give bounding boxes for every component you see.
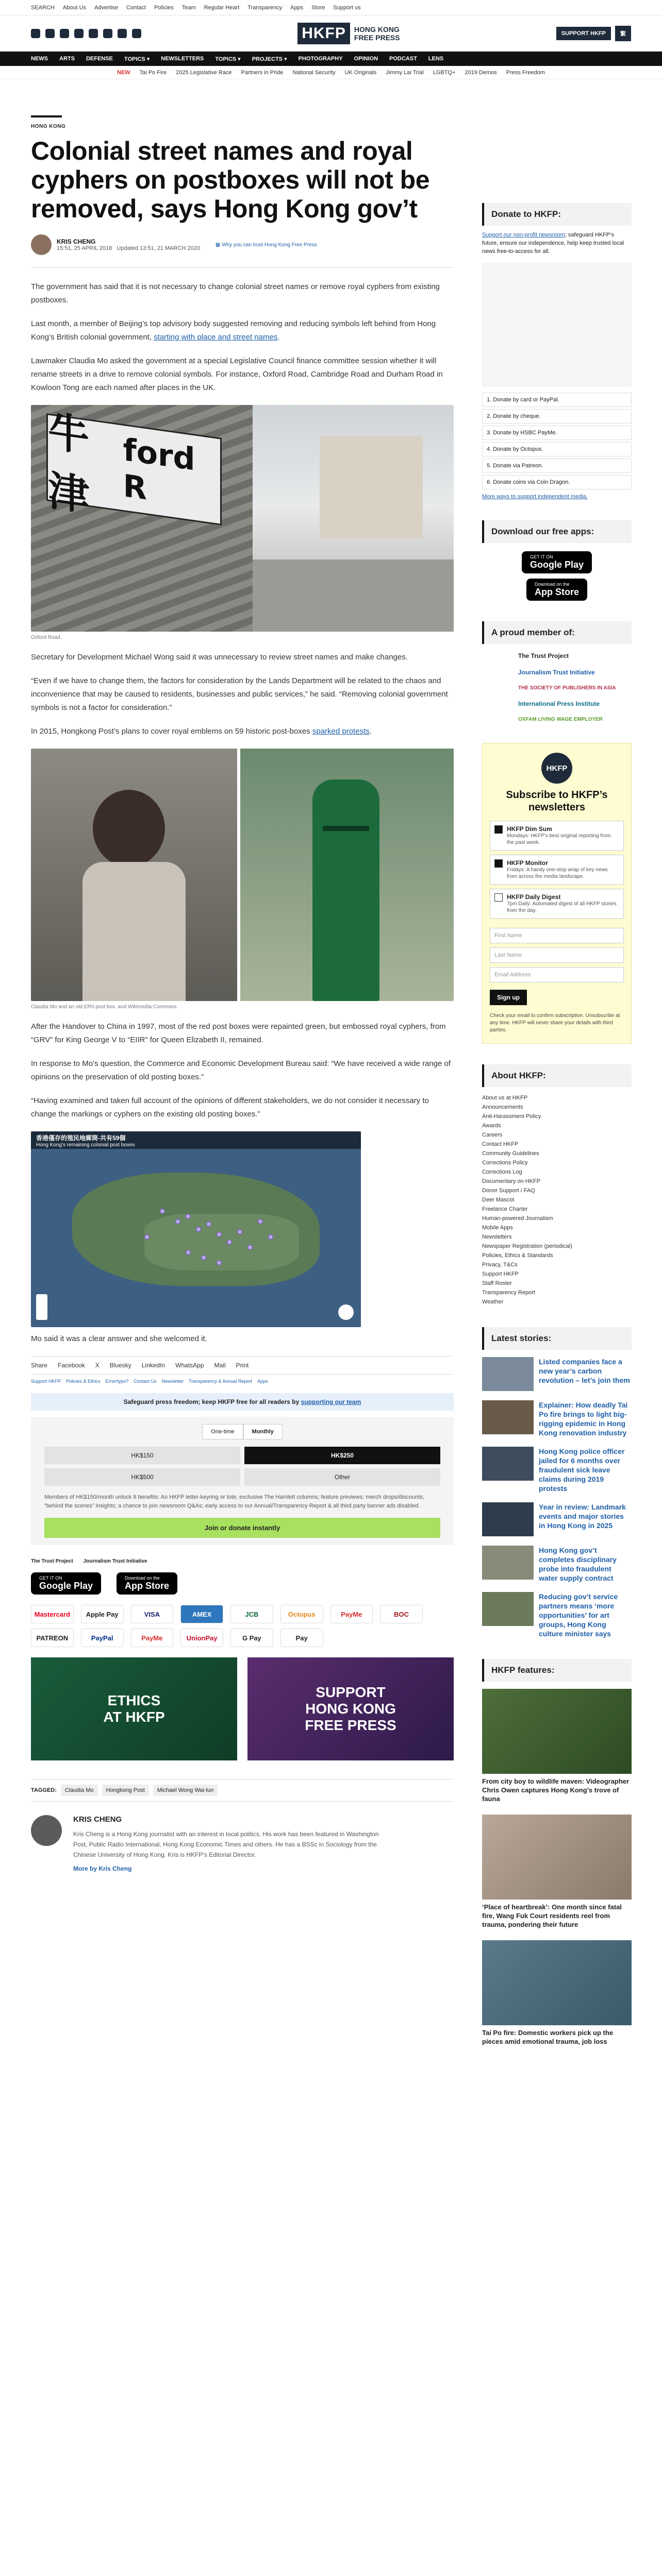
one-time-toggle[interactable]: One-time xyxy=(202,1424,243,1439)
nav-item[interactable]: TOPICS ▾ xyxy=(124,56,150,62)
story-thumbnail[interactable] xyxy=(482,1592,534,1626)
jcb-icon: JCB xyxy=(230,1605,273,1623)
about-list xyxy=(482,1093,632,1307)
x-icon[interactable] xyxy=(45,29,55,38)
paragraph: In 2015, Hongkong Post’s plans to cover royal emblems on 59 historic post-boxes sparked protests. xyxy=(31,727,372,736)
author-avatar[interactable] xyxy=(31,234,52,255)
small-link[interactable]: Apps xyxy=(257,1379,268,1384)
donate-option[interactable]: 6. Donate coins via Coin Dragon. xyxy=(482,475,632,489)
amount-option-selected[interactable]: HK$250 xyxy=(244,1447,440,1464)
about-link[interactable]: Support HKFP xyxy=(482,1271,519,1277)
about-link[interactable]: Human-powered Journalism xyxy=(482,1215,553,1222)
topbar-link[interactable]: Apps xyxy=(290,4,304,11)
app-store-button[interactable]: Download on the App Store xyxy=(117,1572,177,1595)
story-thumbnail[interactable] xyxy=(482,1357,534,1391)
latest-story[interactable]: Year in review: Landmark events and major stories in Hong Kong in 2025 xyxy=(482,1502,632,1536)
donate-option[interactable]: 5. Donate via Patreon. xyxy=(482,459,632,473)
small-link[interactable]: Error/typo? xyxy=(105,1379,129,1384)
newsletter-title: Subscribe to HKFP’s newsletters xyxy=(506,789,608,813)
topbar-link[interactable]: Support us xyxy=(333,4,361,11)
postbox-map-embed[interactable] xyxy=(31,1131,361,1327)
trending-link[interactable]: Tai Po Fire xyxy=(139,69,167,76)
street-sign: 牛津 ford R xyxy=(46,413,222,526)
about-link[interactable]: Mobile Apps xyxy=(482,1225,513,1231)
donate-option[interactable]: 4. Donate by Octopus. xyxy=(482,442,632,456)
site-logo[interactable] xyxy=(297,23,400,44)
gpay-icon: G Pay xyxy=(230,1629,273,1647)
site-header xyxy=(0,15,662,52)
newsletter-option[interactable]: HKFP Dim Sum Mondays: HKFP's best original reporting from the past week. xyxy=(490,821,624,851)
latest-story[interactable]: Listed companies face a new year’s carbon revolution – let’s join them xyxy=(482,1357,632,1391)
topbar-link[interactable]: Policies xyxy=(154,4,174,11)
topbar-search[interactable]: SEARCH xyxy=(31,4,55,11)
nav-item[interactable]: LENS xyxy=(428,56,444,62)
updated-date: Updated 13:51, 21 MARCH 2020 xyxy=(117,245,200,251)
donate-option[interactable]: 1. Donate by card or PayPal. xyxy=(482,393,632,407)
topbar-link[interactable]: Contact xyxy=(126,4,146,11)
member-logo[interactable]: Journalism Trust Initiative xyxy=(518,669,595,676)
checkbox[interactable] xyxy=(494,859,503,868)
support-banner: Safeguard press freedom; keep HKFP free for all readers by supporting our team xyxy=(31,1393,454,1411)
trending-link[interactable]: LGBTQ+ xyxy=(433,69,456,76)
about-link[interactable]: Documentary on HKFP xyxy=(482,1178,541,1184)
features-heading: HKFP features: xyxy=(482,1659,632,1682)
octopus-icon: Octopus xyxy=(280,1605,323,1623)
donation-widget xyxy=(31,1417,454,1545)
nav-item[interactable]: NEWS xyxy=(31,56,48,62)
about-link[interactable]: Corrections Log xyxy=(482,1169,522,1175)
trending-link[interactable]: National Security xyxy=(292,69,336,76)
topbar-link[interactable]: Advertise xyxy=(94,4,118,11)
visa-icon: VISA xyxy=(131,1605,174,1623)
more-ways-link[interactable]: More ways to support independent media. xyxy=(482,494,588,500)
donate-image xyxy=(482,263,632,386)
bluesky-icon[interactable] xyxy=(132,29,141,38)
about-link[interactable]: Deer Mascot xyxy=(482,1197,515,1203)
feature-image[interactable] xyxy=(482,1815,632,1900)
latest-story[interactable]: Reducing gov’t service partners means ‘more opportunities’ for art groups, Hong Kong culture minister says xyxy=(482,1592,632,1638)
nav-item[interactable]: NEWSLETTERS xyxy=(161,56,204,62)
payme-icon: PayMe xyxy=(330,1605,373,1623)
newsletter-signup xyxy=(482,743,632,1044)
author-box xyxy=(31,1815,454,1872)
payme-icon: PayMe xyxy=(131,1629,174,1647)
about-link[interactable]: Awards xyxy=(482,1123,501,1129)
logo-mark: HKFP xyxy=(297,23,350,44)
feature-story[interactable]: From city boy to wildlife maven: Videographer Chris Owen captures Hong Kong’s trove of fauna xyxy=(482,1689,632,1803)
story-thumbnail[interactable] xyxy=(482,1447,534,1481)
byline xyxy=(31,234,454,255)
jti-badge: Journalism Trust Initiative xyxy=(83,1558,147,1564)
mastercard-icon: Mastercard xyxy=(31,1605,74,1623)
last-name-input[interactable]: Last Name xyxy=(490,947,624,963)
story-thumbnail[interactable] xyxy=(482,1400,534,1434)
nav-item[interactable]: PHOTOGRAPHY xyxy=(298,56,343,62)
trending-link[interactable]: UK Originals xyxy=(344,69,377,76)
boc-icon: BOC xyxy=(380,1605,423,1623)
trending-link[interactable]: Partners in Pride xyxy=(241,69,284,76)
trust-project-badge: The Trust Project xyxy=(31,1558,73,1564)
paragraph: The government has said that it is not necessary to change colonial street names or remove royal cyphers from existing postboxes. xyxy=(31,282,440,304)
newsletter-note: Check your email to confirm subscription. Unsubscribe at any time. HKFP will never share your details with third parties. xyxy=(490,1013,620,1033)
share-label: Share xyxy=(31,1362,48,1369)
about-link[interactable]: Transparency Report xyxy=(482,1290,535,1296)
latest-heading: Latest stories: xyxy=(482,1327,632,1350)
trust-link[interactable]: ▦ Why you can trust Hong Kong Free Press xyxy=(215,242,317,248)
member-logo[interactable]: OXFAM LIVING WAGE EMPLOYER xyxy=(518,717,603,722)
latest-story[interactable]: Hong Kong police officer jailed for 6 months over fraudulent sick leave claims during 2019 protests xyxy=(482,1447,632,1493)
main-nav xyxy=(0,52,662,66)
nav-item[interactable]: PODCAST xyxy=(389,56,417,62)
about-link[interactable]: Corrections Policy xyxy=(482,1160,528,1166)
photo-caption: Oxford Road. xyxy=(31,635,62,640)
patreon-icon: PATREON xyxy=(31,1629,74,1647)
about-link[interactable]: Policies, Ethics & Standards xyxy=(482,1252,553,1259)
monthly-toggle[interactable]: Monthly xyxy=(243,1424,283,1439)
paragraph: “Even if we have to change them, the factors for consideration by the Lands Department will be related to the chaos and inconvenience that may be caused to residents, businesses and public services,” he said. “Removing colonial government symbols is not a factor for consideration.” xyxy=(31,676,448,712)
logo-text: HONG KONG FREE PRESS xyxy=(354,25,400,42)
newsletter-option[interactable]: HKFP Monitor Fridays: A handy one-stop wrap of key news from across the media landscape. xyxy=(490,855,624,885)
trending-nav xyxy=(0,66,662,79)
membership-note: Members of HK$150/month unlock 8 benefits: An HKFP letter-keyring or tote; exclusive The Hamlett columns; feature previews; merch drops/discounts; “behind the scenes” insights; a chance to join newsroom Q&As; early access to our Annual/Transparency Report & all third party banner ads disabled. xyxy=(44,1494,424,1509)
map-subtitle: Hong Kong's remaining colonial post boxes xyxy=(36,1142,135,1148)
support-hkfp-banner[interactable]: SUPPORT HONG KONG FREE PRESS xyxy=(247,1657,454,1760)
donate-options xyxy=(482,393,632,489)
trending-link[interactable]: Press Freedom xyxy=(506,69,545,76)
about-link[interactable]: About us at HKFP xyxy=(482,1095,528,1101)
first-name-input[interactable]: First Name xyxy=(490,928,624,943)
signup-button[interactable]: Sign up xyxy=(490,990,527,1005)
oxford-road-photo xyxy=(31,405,454,632)
feature-story[interactable]: Tai Po fire: Domestic workers pick up the pieces amid emotional trauma, job loss xyxy=(482,1940,632,2046)
author-bio: Kris Cheng is a Hong Kong journalist with an interest in local politics. His work has been featured in Washington Post, Public Radio International, Hong Kong Economic Times and others. He has a BSSc in Sociology from the Chinese University of Hong Kong. Kris is HKFP’s Editorial Director. xyxy=(73,1831,379,1858)
publish-date: 15:51, 25 APRIL 2018 xyxy=(57,245,112,251)
share-bluesky[interactable]: Bluesky xyxy=(109,1362,131,1369)
topbar-link[interactable]: Team xyxy=(181,4,196,11)
member-logo[interactable]: The Trust Project xyxy=(518,652,569,659)
about-link[interactable]: Weather xyxy=(482,1299,504,1305)
donate-heading: Donate to HKFP: xyxy=(482,203,632,226)
amount-option[interactable]: HK$500 xyxy=(44,1468,240,1486)
more-by-author-link[interactable]: More by Kris Cheng xyxy=(73,1865,132,1872)
tags-label: TAGGED: xyxy=(31,1787,57,1793)
small-link[interactable]: Contact Us xyxy=(134,1379,157,1384)
paypal-icon: PayPal xyxy=(81,1629,124,1647)
feature-story[interactable]: ‘Place of heartbreak’: One month since fatal fire, Wang Fuk Court residents reel from trauma, pondering their future xyxy=(482,1815,632,1929)
nav-item[interactable]: PROJECTS ▾ xyxy=(252,56,287,62)
topbar-link[interactable]: About Us xyxy=(62,4,87,11)
applepay-icon: Pay xyxy=(280,1629,323,1647)
about-link[interactable]: Contact HKFP xyxy=(482,1141,519,1147)
paragraph: Lawmaker Claudia Mo asked the government at a special Legislative Council finance committee session whether it will rename streets in a drive to remove colonial symbols. For instance, Oxford Road, Cambridge Road and Durham Road in Kowloon Tong are each named after places in the UK. xyxy=(31,357,443,392)
footer-links xyxy=(31,1379,454,1384)
telegram-icon[interactable] xyxy=(118,29,127,38)
top-utility-bar xyxy=(0,0,662,15)
nav-item[interactable]: ARTS xyxy=(59,56,75,62)
about-link[interactable]: Freelance Charter xyxy=(482,1206,528,1212)
amount-option[interactable]: HK$150 xyxy=(44,1447,240,1464)
latest-story[interactable]: Explainer: How deadly Tai Po fire brings to light big-rigging epidemic in Hong Kong renovation industry xyxy=(482,1400,632,1437)
share-bar xyxy=(31,1356,454,1375)
about-link[interactable]: Anti-Harassment Policy xyxy=(482,1113,541,1120)
share-print[interactable]: Print xyxy=(236,1362,249,1369)
feature-image[interactable] xyxy=(482,1689,632,1774)
support-hkfp-button[interactable]: SUPPORT HKFP xyxy=(556,27,611,40)
about-heading: About HKFP: xyxy=(482,1064,632,1087)
about-link[interactable]: Donor Support / FAQ xyxy=(482,1188,535,1194)
email-input[interactable]: Email Address xyxy=(490,967,624,982)
latest-list xyxy=(482,1357,632,1638)
small-link[interactable]: Policies & Ethics xyxy=(66,1379,101,1384)
fullscreen-icon[interactable] xyxy=(338,1304,354,1320)
tags-bar xyxy=(31,1779,454,1802)
about-link[interactable]: Announcements xyxy=(482,1104,523,1110)
nonprofit-link[interactable]: Support our non-profit newsroom xyxy=(482,232,565,238)
article-category[interactable]: HONG KONG xyxy=(31,124,66,129)
apps-heading: Download our free apps: xyxy=(482,520,632,543)
paragraph: After the Handover to China in 1997, most of the red post boxes were repainted green, but embossed royal cyphers, from “GRV” for King George V to “EIIR” for Queen Elizabeth II, remained. xyxy=(31,1022,446,1044)
photo-caption: Claudia Mo and an old ERII post box. and Wikimedia Commons. xyxy=(31,1004,178,1010)
share-mail[interactable]: Mail xyxy=(214,1362,226,1369)
app-store-button[interactable]: Download on the App Store xyxy=(526,579,587,601)
about-link[interactable]: Privacy, T&Cs xyxy=(482,1262,518,1268)
article-title: Colonial street names and royal cyphers on postboxes will not be removed, says Hong Kong gov’t xyxy=(31,137,430,223)
checkbox[interactable] xyxy=(494,893,503,902)
title-rule xyxy=(31,115,62,117)
claudia-mo-postbox-photo xyxy=(31,749,454,1001)
map-zoom-control[interactable] xyxy=(36,1294,47,1320)
share-whatsapp[interactable]: WhatsApp xyxy=(175,1362,204,1369)
unionpay-icon: UnionPay xyxy=(180,1629,223,1647)
paragraph: Secretary for Development Michael Wong said it was unnecessary to review street names and make changes. xyxy=(31,653,408,662)
paragraph: Last month, a member of Beijing’s top advisory body suggested removing and reducing symbols left behind from Hong Kong’s British colonial government, starting with place and street names. xyxy=(31,319,436,342)
member-heading: A proud member of: xyxy=(482,621,632,644)
paragraph: “Having examined and taken full account of the opinions of different stakeholders, we do not consider it necessary to change the markings or cyphers on the existing old posting boxes.” xyxy=(31,1096,429,1118)
facebook-icon[interactable] xyxy=(31,29,40,38)
tag[interactable]: Claudia Mo xyxy=(61,1785,98,1796)
ethics-banner[interactable]: ETHICS AT HKFP xyxy=(31,1657,237,1760)
donate-option[interactable]: 3. Donate by HSBC PayMe. xyxy=(482,426,632,440)
about-link[interactable]: Staff Roster xyxy=(482,1280,512,1286)
google-play-button[interactable]: GET IT ON Google Play xyxy=(31,1572,101,1595)
threads-icon[interactable] xyxy=(74,29,84,38)
author-photo[interactable] xyxy=(31,1815,62,1846)
new-badge: NEW xyxy=(117,69,130,76)
divider xyxy=(31,267,454,268)
linkedin-icon[interactable] xyxy=(103,29,112,38)
amount-option[interactable]: Other xyxy=(244,1468,440,1486)
member-logo[interactable]: THE SOCIETY OF PUBLISHERS IN ASIA xyxy=(518,685,616,691)
instagram-icon[interactable] xyxy=(60,29,69,38)
applepay-icon: Apple Pay xyxy=(81,1605,124,1623)
share-linkedin[interactable]: LinkedIn xyxy=(141,1362,166,1369)
social-links xyxy=(31,29,141,38)
author-name[interactable]: KRIS CHENG xyxy=(57,238,96,245)
language-button[interactable]: 繁 xyxy=(615,26,631,41)
nav-item[interactable]: OPINION xyxy=(354,56,378,62)
inline-link[interactable]: starting with place and street names xyxy=(154,333,278,342)
about-link[interactable]: Community Guidelines xyxy=(482,1150,539,1157)
inline-link[interactable]: sparked protests xyxy=(312,727,370,736)
trending-link[interactable]: 2019 Demos xyxy=(465,69,497,76)
topbar-link[interactable]: Transparency xyxy=(247,4,283,11)
author-box-name[interactable]: KRIS CHENG xyxy=(73,1815,122,1824)
about-link[interactable]: Careers xyxy=(482,1132,503,1138)
feature-image[interactable] xyxy=(482,1940,632,2025)
tag[interactable]: Michael Wong Wai-lun xyxy=(153,1785,218,1796)
nav-item[interactable]: TOPICS ▾ xyxy=(215,56,241,62)
share-x[interactable]: X xyxy=(95,1362,100,1369)
paragraph: In response to Mo’s question, the Commerce and Economic Development Bureau said: “We have received a wide range of opinions on the preservation of old posting boxes.” xyxy=(31,1059,451,1081)
topbar-link[interactable]: Store xyxy=(311,4,325,11)
about-link[interactable]: Newsletters xyxy=(482,1234,512,1240)
small-link[interactable]: Transparency & Annual Report xyxy=(189,1379,252,1384)
donate-option[interactable]: 2. Donate by cheque. xyxy=(482,409,632,423)
checkbox[interactable] xyxy=(494,825,503,834)
sidebar: Donate to HKFP: Support our non-profit newsroom; safeguard HKFP’s future, ensure our independence, help keep trusted local news free-to-access for all. 1. Donate by card or PayPal. 2. Donate by cheque. 3. Donate by HSBC PayMe. 4. Donate by Octopus. 5. Donate via Patreon. 6. Donate coins via Coin Dragon. More ways to support independent media. Download our free apps: GET IT ON Google Play Download on the App Store A proud member of: The Trust Project Journalism Trust Initiative THE SOCIETY OF PUBLISHERS IN ASIA International Press Institute OXFAM LIVING WAGE EMPLOYER HKFP Subscribe to HKFP’s newsletters HKFP Dim Sum Mondays: HKFP's best original reporting from the past week. HKFP Monitor Fridays: A handy one-stop wrap of key news from across the media landscape. HKFP Daily Digest 7pm Daily: Automated digest of all HKFP stories from the day. First Name Last Name Email Address Sign up Check your email to confirm subscription. Unsubscribe at any time. HKFP will never share your details with third parties. About HKFP: About us at HKFP Announcements Anti-Harassment Policy Awards Careers Contact HKFP Community Guidelines Corrections Policy Corrections Log Documentary on HKFP Donor Support / FAQ Deer Mascot Freelance Charter Human-powered Journalism Mobile Apps Newsletters Newspaper Registration (periodical) Policies, Ethics & Standards Privacy, T&Cs Support HKFP Staff Roster Transparency Report Weather Latest stories: Listed companies face a new year’s carbon revolution – let’s join them Explainer: How deadly Tai Po fire brings to light big-rigging epidemic in Hong Kong renovation industry Hong Kong police officer jailed for 6 months over fraudulent sick leave claims during 2019 protests Year in review: Landmark events and major stories in Hong Kong in 2025 Hong Kong gov’t completes disciplinary probe into fraudulent water supply contract Reducing gov’t service partners means ‘more opportunities’ for art groups, Hong Kong culture minister says HKFP features: From city boy to wildlife maven: Videographer Chris Owen captures Hong Kong’s trove of fauna ‘Place of heartbreak’: One month since fatal fire, Wang Fuk Court residents reel from trauma, pondering their future Tai Po fire: Domestic workers pick up the pieces amid emotional trauma, job loss xyxy=(482,79,632,2057)
support-team-link[interactable]: supporting our team xyxy=(301,1398,361,1405)
about-link[interactable]: Newspaper Registration (periodical) xyxy=(482,1243,572,1249)
youtube-icon[interactable] xyxy=(89,29,98,38)
member-logo[interactable]: International Press Institute xyxy=(518,700,600,707)
small-link[interactable]: Newsletter xyxy=(161,1379,184,1384)
trending-link[interactable]: 2025 Legislative Race xyxy=(176,69,232,76)
story-thumbnail[interactable] xyxy=(482,1546,534,1580)
nav-item[interactable]: DEFENSE xyxy=(86,56,113,62)
latest-story[interactable]: Hong Kong gov’t completes disciplinary probe into fraudulent water supply contract xyxy=(482,1546,632,1583)
map-title: 香港僅存的殖民地郵筒-共有59個 xyxy=(36,1134,126,1142)
trending-link[interactable]: Jimmy Lai Trial xyxy=(386,69,424,76)
share-facebook[interactable]: Facebook xyxy=(58,1362,85,1369)
amex-icon: AMEX xyxy=(180,1605,223,1623)
tag[interactable]: Hongkong Post xyxy=(102,1785,149,1796)
join-donate-button[interactable]: Join or donate instantly xyxy=(44,1518,440,1538)
paragraph: Mo said it was a clear answer and she welcomed it. xyxy=(31,1334,207,1343)
article xyxy=(31,79,454,2057)
story-thumbnail[interactable] xyxy=(482,1502,534,1536)
google-play-button[interactable]: GET IT ON Google Play xyxy=(522,551,592,573)
newsletter-option[interactable]: HKFP Daily Digest 7pm Daily: Automated digest of all HKFP stories from the day. xyxy=(490,889,624,919)
small-link[interactable]: Support HKFP xyxy=(31,1379,61,1384)
newsletter-badge: HKFP xyxy=(541,753,572,784)
payment-methods xyxy=(31,1605,423,1647)
topbar-link[interactable]: Regular Heart xyxy=(204,4,240,11)
